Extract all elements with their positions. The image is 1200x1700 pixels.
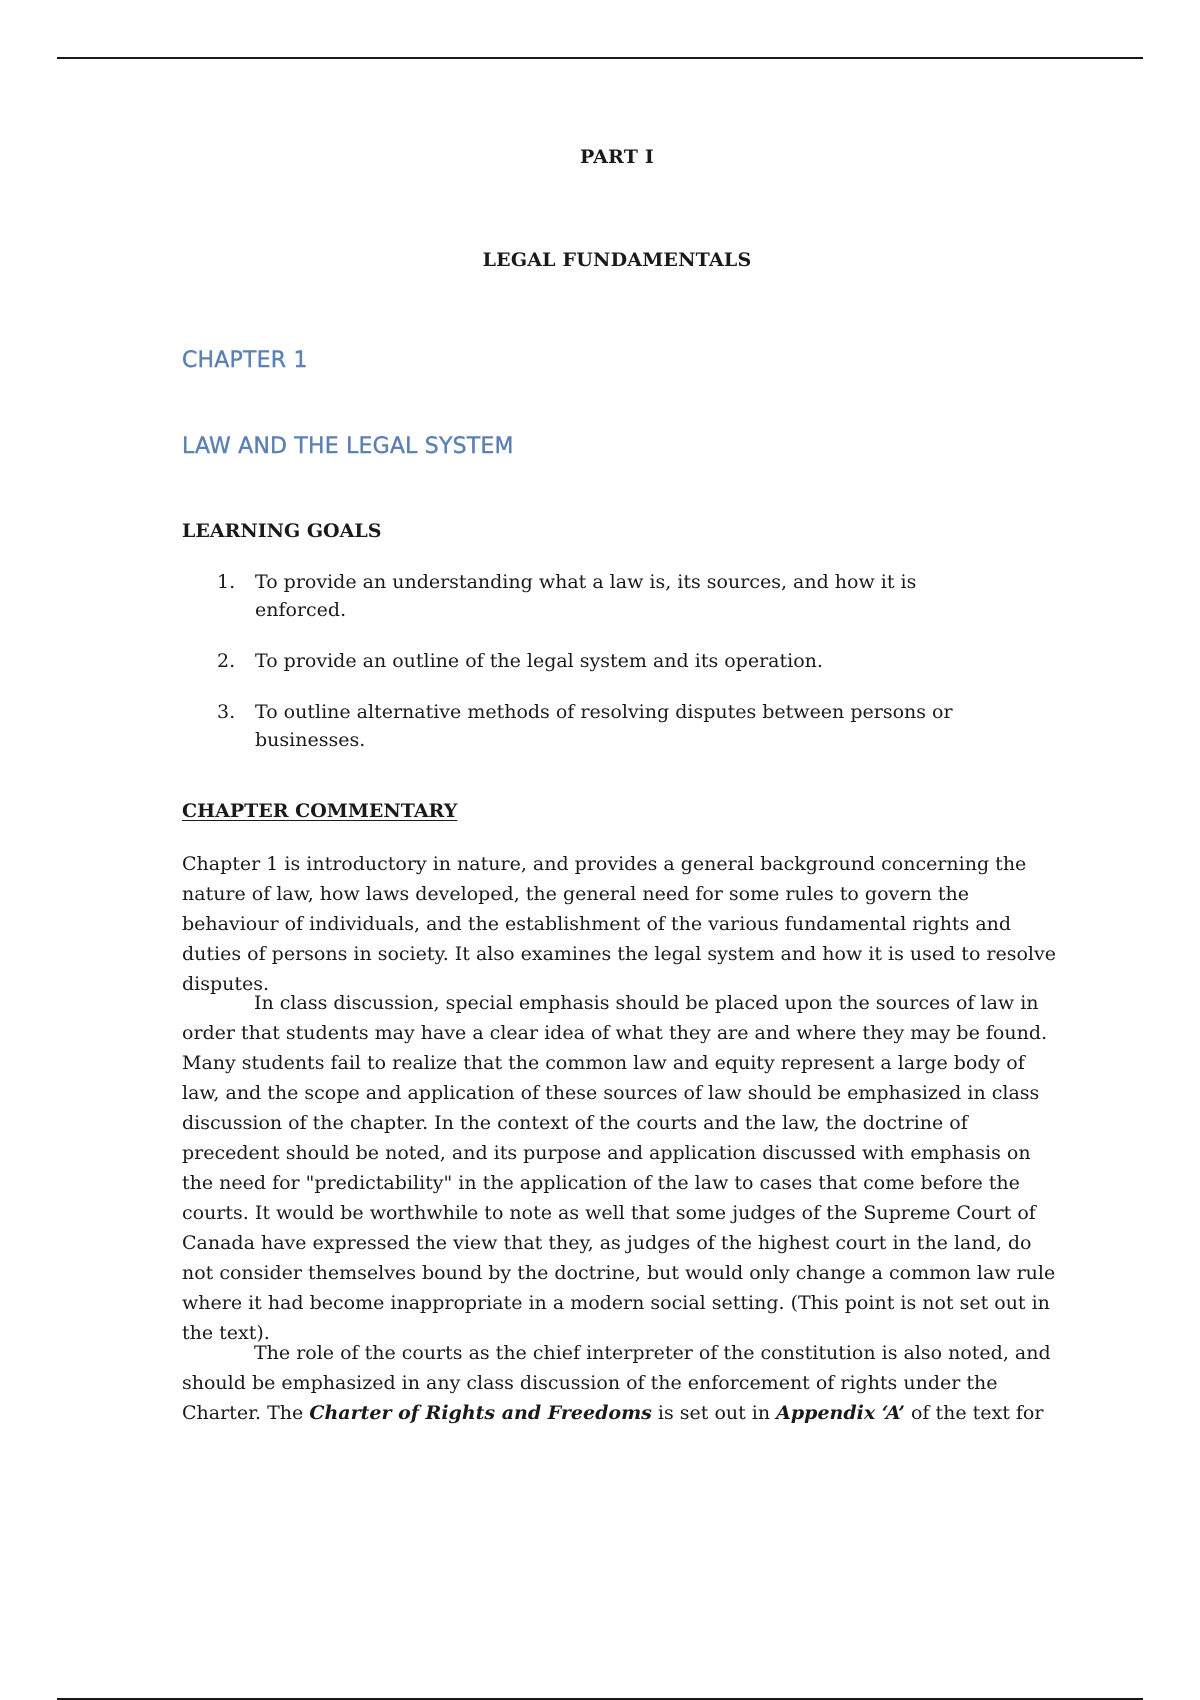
paragraph-text: is set out in	[651, 1402, 777, 1424]
list-item-text: To provide an outline of the legal system and its operation.	[255, 650, 823, 672]
learning-goals-list	[217, 568, 997, 777]
top-rule	[57, 57, 1143, 59]
charter-title-emphasis: Charter of Rights and Freedoms	[309, 1402, 652, 1424]
chapter-number-heading: CHAPTER 1	[182, 348, 308, 373]
learning-goals-heading: LEARNING GOALS	[182, 520, 382, 542]
commentary-paragraph-2: In class discussion, special emphasis should be placed upon the sources of law in order that students may have a clear idea of what they are and where they may be found. Many students fail to realize that the common law and equity represent a large body of law, and the scope and application of these sources of law should be emphasized in class discussion of the chapter. In the context of the courts and the law, the doctrine of precedent should be noted, and its purpose and application discussed with emphasis on the need for "predictability" in the application of the law to cases that come before the courts. It would be worthwhile to note as well that some judges of the Supreme Court of Canada have expressed the view that they, as judges of the highest court in the land, do not consider themselves bound by the doctrine, but would only change a common law rule where it had become inappropriate in a modern social setting. (This point is not set out in the text).	[182, 992, 1056, 1344]
appendix-reference-emphasis: Appendix ‘A’	[776, 1402, 905, 1424]
list-item-text: To provide an understanding what a law is, its sources, and how it is enforced.	[255, 571, 917, 621]
list-item-number: 3.	[217, 701, 236, 723]
part-title: PART I	[580, 146, 654, 168]
part-subtitle: LEGAL FUNDAMENTALS	[482, 249, 752, 271]
list-item	[217, 698, 997, 754]
commentary-paragraph-1: Chapter 1 is introductory in nature, and provides a general background concerning the nature of law, how laws developed, the general need for some rules to govern the behaviour of individuals, and the establishment of the various fundamental rights and duties of persons in society. It also examines the legal system and how it is used to resolve disputes.	[182, 853, 1056, 995]
list-item-text: To outline alternative methods of resolving disputes between persons or businesses.	[255, 701, 953, 751]
paragraph-text: of the text for	[904, 1402, 1044, 1424]
commentary-paragraph-3	[182, 1338, 1062, 1428]
list-item	[217, 568, 997, 624]
paragraph-text: The role of the courts as the chief interpreter of the constitution is also noted, and should be emphasized in any class discussion of the enforcement of rights under the Charter. The	[182, 1342, 1051, 1424]
chapter-title-heading: LAW AND THE LEGAL SYSTEM	[182, 434, 514, 459]
chapter-commentary-heading: CHAPTER COMMENTARY	[182, 800, 458, 822]
list-item-number: 1.	[217, 571, 236, 593]
list-item-number: 2.	[217, 650, 236, 672]
list-item	[217, 647, 997, 675]
